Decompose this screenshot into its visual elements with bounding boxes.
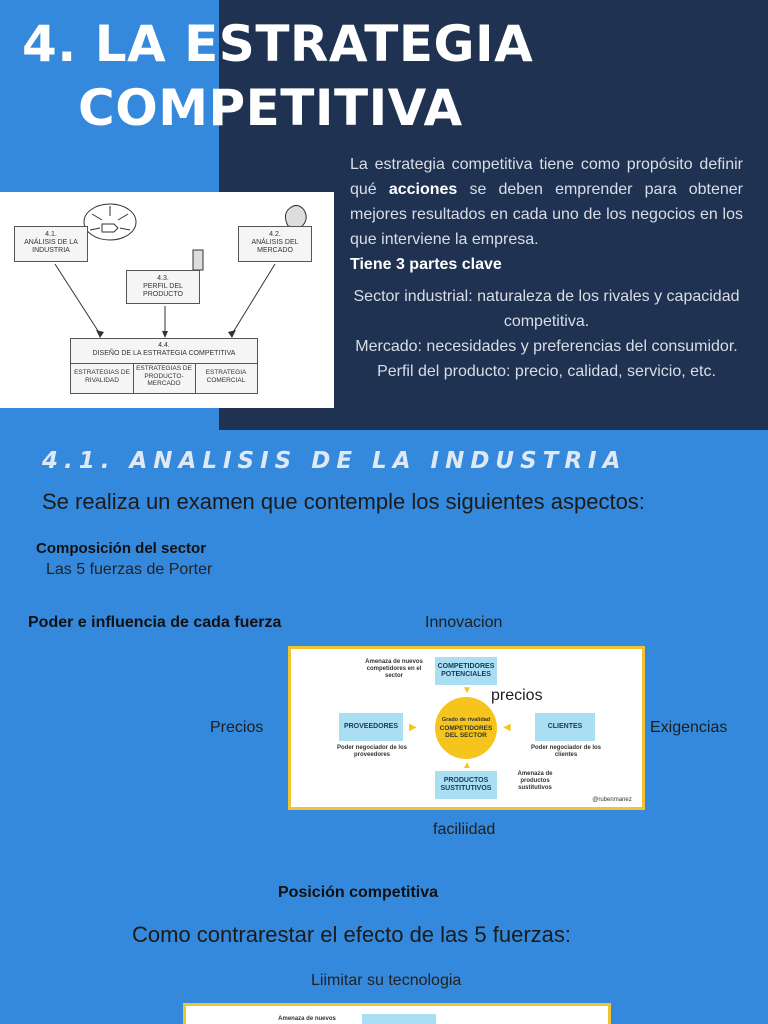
diagram-box-diseno-num: 4.4. [158,342,170,349]
porter-competidores-sector: COMPETIDORES DEL SECTOR [439,725,493,739]
intro-text-after: se deben emprender para obtener mejores resultados en cada uno de los negocios en los que interviene la empresa. [350,181,744,248]
porter-note-poder-clientes: Poder negociador de los clientes [531,745,602,758]
part-item-mercado: Mercado: necesidades y preferencias del consumidor. [355,338,738,355]
diagram-box-producto-label: PERFIL DEL PRODUCTO [143,283,183,298]
porter-box-proveedores: PROVEEDORES [339,713,403,741]
diagram-box-industria [14,226,88,262]
porter-diagram [288,646,645,810]
diagram-cell-producto-mercado: ESTRATEGIAS DE PRODUCTO-MERCADO [136,365,192,387]
diagram-box-diseno-label: DISEÑO DE LA ESTRATEGIA COMPETITIVA [92,350,236,357]
intro-bold-word: acciones [388,181,458,198]
composicion-label: Composición del sector [36,540,207,557]
section-title-analisis: 4.1. ANALISIS DE LA INDUSTRIA [42,448,627,474]
porter-grado: Grado de rivalidad [441,717,491,723]
porter-box-sustitutivos: PRODUCTOS SUSTITUTIVOS [435,771,497,799]
porter-note-amenaza-sustitutivos: Amenaza de productos sustitutivos [517,771,553,791]
arrow-right-icon: ▶ [409,722,417,733]
fuerzas-porter-label: Las 5 fuerzas de Porter [46,561,213,578]
diagram-box-producto [126,270,200,304]
title-line-2: COMPETITIVA [78,79,463,137]
porter-diagram-partial [183,1003,611,1024]
diagram-box-industria-label: ANÁLISIS DE LA INDUSTRIA [24,239,78,254]
diagram-box-mercado-label: ANÁLISIS DEL MERCADO [251,239,299,254]
diagram-box-mercado-num: 4.2. [269,231,281,238]
porter-credit: @rubenmanez [592,797,632,803]
porter2-note-amenaza: Amenaza de nuevos [278,1016,336,1022]
contrarestar-text: Como contrarestar el efecto de las 5 fuerzas: [132,922,571,947]
arrow-down-icon: ▼ [462,685,472,696]
title-line-1: 4. LA ESTRATEGIA [22,15,534,73]
label-facilidad: faciliidad [433,821,496,838]
label-innovacion: Innovacion [425,614,503,631]
sack-icon [285,205,306,228]
cloud-center-shape [102,224,118,232]
diagram-cell-comercial: ESTRATEGIA COMERCIAL [205,369,247,384]
arrow-up-icon: ▲ [462,760,472,771]
diagram-box-industria-num: 4.1. [45,231,57,238]
parts-list [350,284,743,384]
label-precios-left: Precios [210,719,264,736]
porter-box-competidores-potenciales: COMPETIDORES POTENCIALES [435,657,497,685]
diagram-box-mercado [238,226,312,262]
page-title [22,12,533,140]
key-parts-heading: Tiene 3 partes clave [350,256,502,273]
porter-note-amenaza-nuevos: Amenaza de nuevos competidores en el sector [365,659,423,679]
intro-paragraph [350,152,743,277]
label-limitar-tecnologia: Liimitar su tecnologia [311,972,462,989]
part-item-sector: Sector industrial: naturaleza de los rivales y capacidad competitiva. [353,288,740,330]
label-precios-inner: precios [491,687,543,704]
intro-text-before: La estrategia competitiva tiene como propósito definir qué [350,156,743,198]
bottle-icon [193,250,203,270]
porter2-box-top [362,1014,436,1024]
posicion-competitiva-label: Posición competitiva [278,884,439,901]
porter-note-poder-proveedores: Poder negociador de los proveedores [337,745,408,758]
arrow-left-icon: ◀ [503,722,511,733]
diagram-box-producto-num: 4.3. [157,275,169,282]
label-exigencias: Exigencias [650,719,728,736]
diagram-cell-rivalidad: ESTRATEGIAS DE RIVALIDAD [74,369,130,384]
porter-circle-rivalidad [435,697,497,759]
diagram-box-diseno [70,338,258,394]
porter-box-clientes: CLIENTES [535,713,595,741]
part-item-perfil: Perfil del producto: precio, calidad, servicio, etc. [377,363,716,380]
strategy-diagram [0,192,334,408]
exam-text: Se realiza un examen que contemple los siguientes aspectos: [42,489,645,514]
poder-influencia-label: Poder e influencia de cada fuerza [28,614,282,631]
